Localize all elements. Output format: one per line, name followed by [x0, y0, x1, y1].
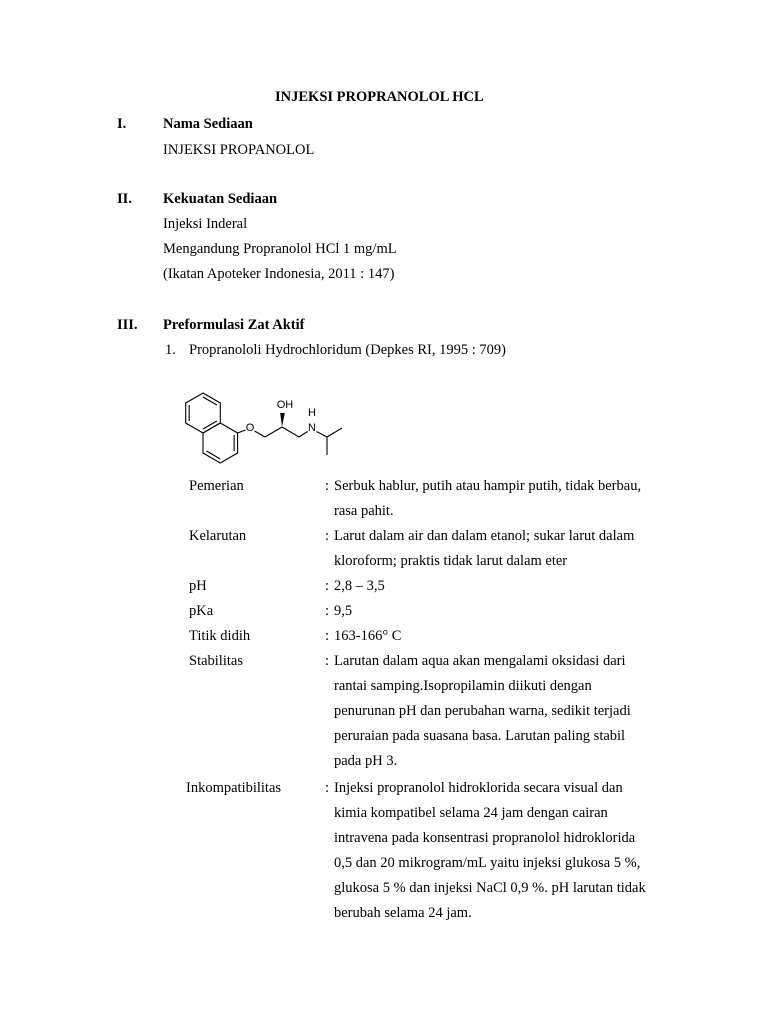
double-bond-line: [206, 451, 220, 459]
value-line: Larutan dalam aqua akan mengalami oksidasi dari: [334, 652, 626, 669]
value-line: 163-166° C: [334, 627, 402, 644]
naphthalene-upper-ring: [186, 393, 221, 433]
list-item-title: Propranololi Hydrochloridum (Depkes RI, 1995 : 709): [189, 342, 506, 358]
value-line: Serbuk hablur, putih atau hampir putih, tidak berbau,: [334, 477, 642, 494]
colon-separator: :: [325, 652, 330, 669]
property-row-ph: [0, 574, 768, 599]
property-value: [0, 474, 768, 524]
chain-bond: [255, 431, 266, 437]
chain-bond: [299, 432, 308, 438]
section-text-line: INJEKSI PROPANOLOL: [163, 142, 315, 158]
value-line: kloroform; praktis tidak larut dalam eter: [334, 552, 568, 569]
property-label: Stabilitas: [189, 652, 243, 669]
value-line: 2,8 – 3,5: [334, 577, 385, 594]
property-row-stabilitas: [0, 649, 768, 774]
colon-separator: :: [325, 527, 330, 544]
chain-bond: [265, 427, 282, 437]
colon-separator: :: [325, 627, 330, 644]
value-line: intravena pada konsentrasi propranolol hidroklorida: [334, 829, 636, 846]
property-value: [0, 776, 768, 926]
value-line: penurunan pH dan perubahan warna, sedikit terjadi: [334, 702, 631, 719]
property-value: [0, 574, 768, 599]
section-heading-nama-sediaan: Nama Sediaan: [163, 116, 253, 132]
double-bond-line: [203, 421, 217, 429]
colon-separator: :: [325, 577, 330, 594]
value-line: 9,5: [334, 602, 353, 619]
colon-separator: :: [325, 602, 330, 619]
value-line: berubah selama 24 jam.: [334, 904, 472, 921]
property-value: [0, 649, 768, 774]
hydroxyl-label: OH: [276, 399, 294, 411]
propranolol-structure-diagram: [180, 385, 350, 470]
property-label: Kelarutan: [189, 527, 247, 544]
section-number: III.: [117, 317, 138, 333]
section-text-line: (Ikatan Apoteker Indonesia, 2011 : 147): [163, 266, 395, 282]
oxygen-label: O: [245, 422, 255, 434]
property-row-titik-didih: [0, 624, 768, 649]
property-label: Pemerian: [189, 477, 244, 494]
property-label: pKa: [189, 602, 214, 619]
wedge-bond: [280, 413, 285, 427]
colon-separator: :: [325, 779, 330, 796]
chain-bond: [282, 427, 299, 437]
property-label: Inkompatibilitas: [186, 779, 282, 796]
section-heading-kekuatan-sediaan: Kekuatan Sediaan: [163, 191, 278, 207]
property-value: [0, 624, 768, 649]
property-label: Titik didih: [189, 627, 251, 644]
value-line: Injeksi propranolol hidroklorida secara visual dan: [334, 779, 623, 796]
property-row-pka: [0, 599, 768, 624]
nitrogen-label: N: [308, 422, 316, 434]
value-line: 0,5 dan 20 mikrogram/mL yaitu injeksi glukosa 5 %,: [334, 854, 641, 871]
hydrogen-label: H: [308, 407, 316, 419]
value-line: rantai samping.Isopropilamin diikuti dengan: [334, 677, 592, 694]
isopropyl-bond: [327, 428, 342, 437]
property-row-kelarutan: [0, 524, 768, 574]
section-text-line: Injeksi Inderal: [163, 216, 248, 232]
section-number: II.: [117, 191, 132, 207]
value-line: glukosa 5 % dan injeksi NaCl 0,9 %. pH larutan tidak: [334, 879, 646, 896]
value-line: Larut dalam air dan dalam etanol; sukar larut dalam: [334, 527, 635, 544]
double-bond-line: [203, 397, 217, 405]
section-number: I.: [117, 116, 127, 132]
value-line: kimia kompatibel selama 24 jam dengan cairan: [334, 804, 608, 821]
property-value: [0, 524, 768, 574]
naphthalene-lower-ring: [203, 423, 238, 463]
property-label: pH: [189, 577, 207, 594]
chain-bond: [317, 432, 328, 438]
ether-bond: [238, 430, 246, 433]
properties-table: [0, 474, 768, 926]
property-row-pemerian: [0, 474, 768, 524]
section-heading-preformulasi: Preformulasi Zat Aktif: [163, 317, 305, 333]
colon-separator: :: [325, 477, 330, 494]
list-item-number: 1.: [165, 342, 176, 358]
value-line: peruraian pada suasana basa. Larutan paling stabil: [334, 727, 626, 744]
property-row-inkompatibilitas: [0, 776, 768, 926]
section-text-line: Mengandung Propranolol HCl 1 mg/mL: [163, 241, 397, 257]
page-title: INJEKSI PROPRANOLOL HCL: [275, 89, 484, 105]
property-value: [0, 599, 768, 624]
value-line: pada pH 3.: [334, 752, 398, 769]
value-line: rasa pahit.: [334, 502, 394, 519]
